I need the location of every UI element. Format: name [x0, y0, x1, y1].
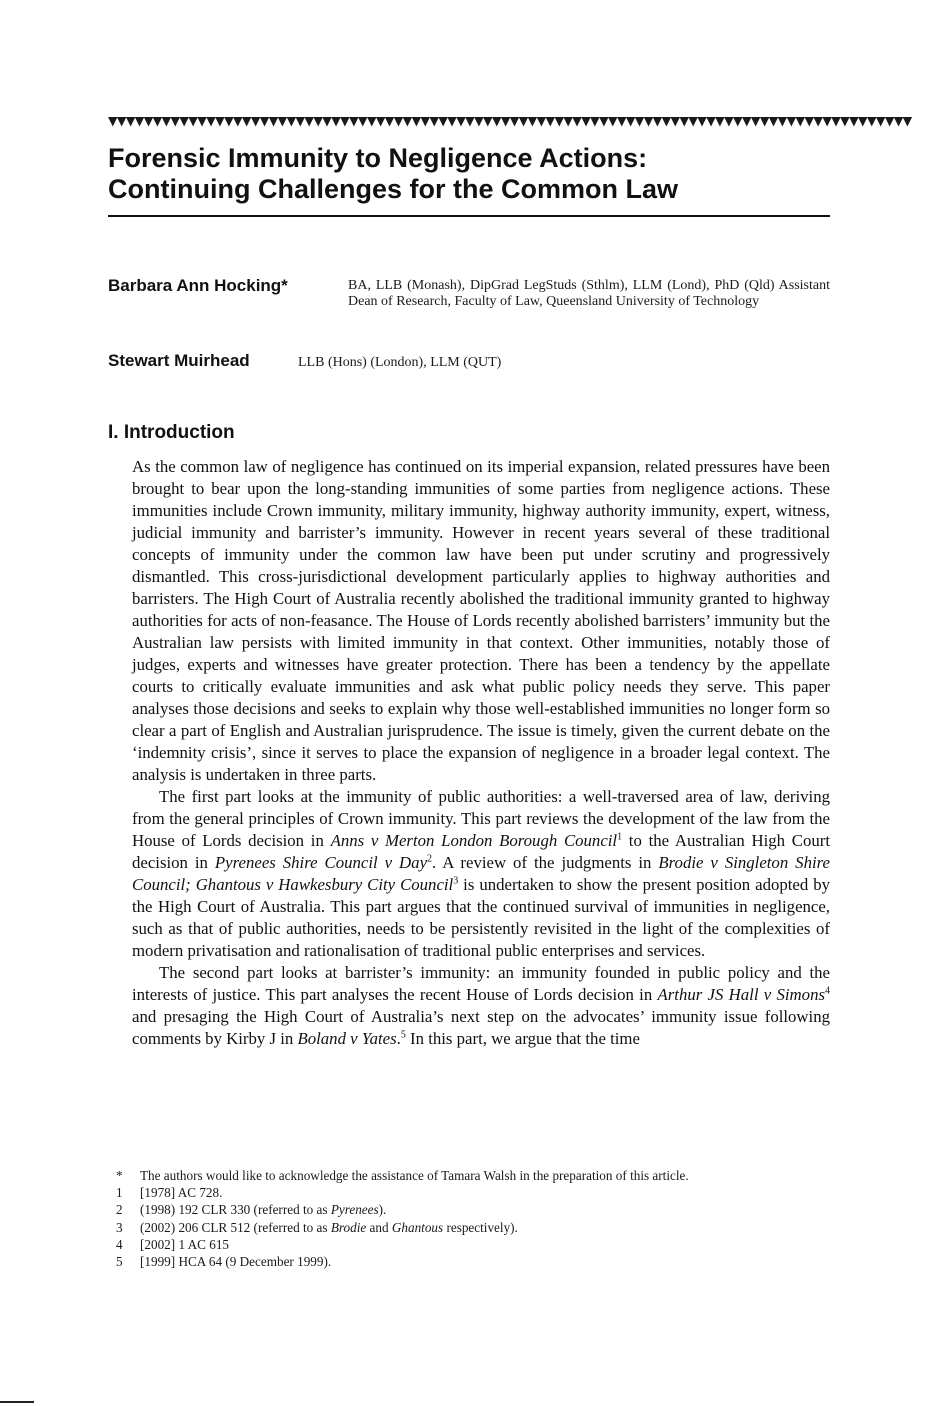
footnote-text: [140, 1201, 386, 1218]
paragraph-3: [132, 962, 830, 1050]
page-edge-mark: [0, 1401, 34, 1403]
title-rule: [108, 215, 830, 217]
case-short-name: Ghantous: [391, 1219, 444, 1235]
footnote-text: [2002] 1 AC 615: [140, 1236, 230, 1252]
text-run: The second part looks at barrister’s immunity: an immunity founded in public policy and the interests of justice. This part analyses the recent House of Lords decision in: [132, 963, 830, 1004]
footnote-mark: 4: [116, 1236, 123, 1252]
footnote: [116, 1253, 816, 1270]
triangle-rule-ornament: ▼▼▼▼▼▼▼▼▼▼▼▼▼▼▼▼▼▼▼▼▼▼▼▼▼▼▼▼▼▼▼▼▼▼▼▼▼▼▼▼▼▼▼▼▼▼▼▼▼▼▼▼▼▼▼▼▼▼▼▼▼▼▼▼▼▼▼▼▼▼▼▼▼▼▼▼▼▼▼▼▼▼▼▼▼▼▼▼▼▼: [108, 113, 912, 128]
case-short-name: Brodie: [330, 1219, 367, 1235]
text-run: is undertaken to show the present position adopted by the High Court of Australia. This part argues that the continued survival of immunities in negligence, such as that of public authorities, needs to be persistently revisited in the light of the complexities of modern privatisation and rationalisation of traditional public enterprises and services.: [132, 875, 830, 960]
footnotes: [116, 1167, 816, 1270]
text-run: In this part, we argue that the time: [405, 1029, 640, 1048]
text-run: (1998) 192 CLR 330 (referred to as: [140, 1202, 331, 1218]
footnote: [116, 1184, 816, 1201]
footnote-mark: 5: [116, 1254, 123, 1270]
footnote-text: [1999] HCA 64 (9 December 1999).: [140, 1254, 332, 1270]
author-name-muirhead: Stewart Muirhead: [108, 351, 250, 370]
paragraph-1: As the common law of negligence has continued on its imperial expansion, related pressures have been brought to bear upon the long-standing immunities of some parties from negligence actions. These immunities include Crown immunity, military immunity, highway authority immunity, expert, witness, judicial immunity and barrister’s immunity. However in recent years several of these traditional concepts of immunity under the common law have been put under scrutiny and progressively dismantled. This cross-jurisdictional development particularly applies to highway authorities and barristers. The High Court of Australia recently abolished the traditional immunity granted to highway authorities for acts of non-feasance. The House of Lords recently abolished barristers’ immunity but the Australian law persists with limited immunity in that context. Other immunities, notably those of judges, experts and witnesses have greater protection. There has been a tendency by the appellate courts to critically evaluate immunities and ask what public policy needs they serve. This paper analyses those decisions and seeks to explain why those well-established immunities no longer form so clear a part of English and Australian jurisprudence. The issue is timely, given the current debate on the ‘indemnity crisis’, since it serves to place the expansion of negligence in a broader legal context. The analysis is undertaken in three parts.: [132, 457, 830, 784]
footnote-ref: 1: [617, 831, 623, 843]
author-credentials-muirhead: LLB (Hons) (London), LLM (QUT): [298, 355, 502, 370]
footnote: [116, 1167, 816, 1184]
footnote-ref: 5: [400, 1029, 406, 1041]
paragraph-2: [132, 786, 830, 962]
footnote-mark: 1: [116, 1185, 123, 1201]
case-citation: Arthur JS Hall v Simons: [657, 985, 825, 1004]
case-citation: Brodie v Singleton Shire Council: [132, 853, 830, 894]
footnote-mark: 3: [116, 1219, 123, 1235]
text-run: .: [396, 1029, 401, 1048]
text-run: . A review of the judgments in: [432, 853, 659, 872]
text-run: respectively).: [443, 1219, 518, 1235]
case-citation: Pyrenees Shire Council v Day: [214, 853, 428, 872]
text-run: The first part looks at the immunity of public authorities: a well-traversed area of law, deriving from the general principles of Crown immunity. This part reviews the development of the law from the House of Lords decision in: [132, 787, 830, 850]
case-citation: Ghantous v Hawkesbury City Council: [195, 875, 454, 894]
text-run: (2002) 206 CLR 512 (referred to as: [140, 1219, 331, 1235]
footnote-text: [140, 1219, 518, 1236]
footnote-mark: *: [116, 1168, 123, 1183]
footnote-text: The authors would like to acknowledge the assistance of Tamara Walsh in the preparation of this article.: [140, 1168, 689, 1183]
footnote-mark: 2: [116, 1202, 123, 1218]
footnote-ref: 4: [824, 985, 830, 997]
text-run: ).: [378, 1202, 387, 1218]
title-line-2: Continuing Challenges for the Common Law: [108, 174, 678, 204]
text-run: and: [366, 1219, 392, 1235]
section-heading-introduction: I. Introduction: [108, 422, 235, 443]
case-short-name: Pyrenees: [330, 1202, 379, 1218]
footnote: [116, 1219, 816, 1236]
case-citation: Boland v Yates: [297, 1029, 397, 1048]
footnote-text: [1978] AC 728.: [140, 1185, 223, 1201]
footnote: [116, 1201, 816, 1218]
footnote-ref: 3: [453, 875, 459, 887]
article-body: [132, 456, 830, 1050]
author-name-hocking: Barbara Ann Hocking*: [108, 276, 288, 295]
title-line-1: Forensic Immunity to Negligence Actions:: [108, 143, 648, 173]
footnote-ref: 2: [427, 853, 433, 865]
text-run: and presaging the High Court of Australia’s next step on the advocates’ immunity issue following comments by Kirby J in: [132, 1007, 830, 1048]
author-credentials-hocking: BA, LLB (Monash), DipGrad LegStuds (Sthlm), LLM (Lond), PhD (Qld) Assistant Dean of Research, Faculty of Law, Queensland University of Technology: [348, 278, 830, 309]
article-title: [108, 143, 830, 205]
text-run: ;: [185, 875, 196, 894]
text-run: to the Australian High Court decision in: [132, 831, 830, 872]
footnote: [116, 1236, 816, 1253]
case-citation: Anns v Merton London Borough Council: [330, 831, 618, 850]
